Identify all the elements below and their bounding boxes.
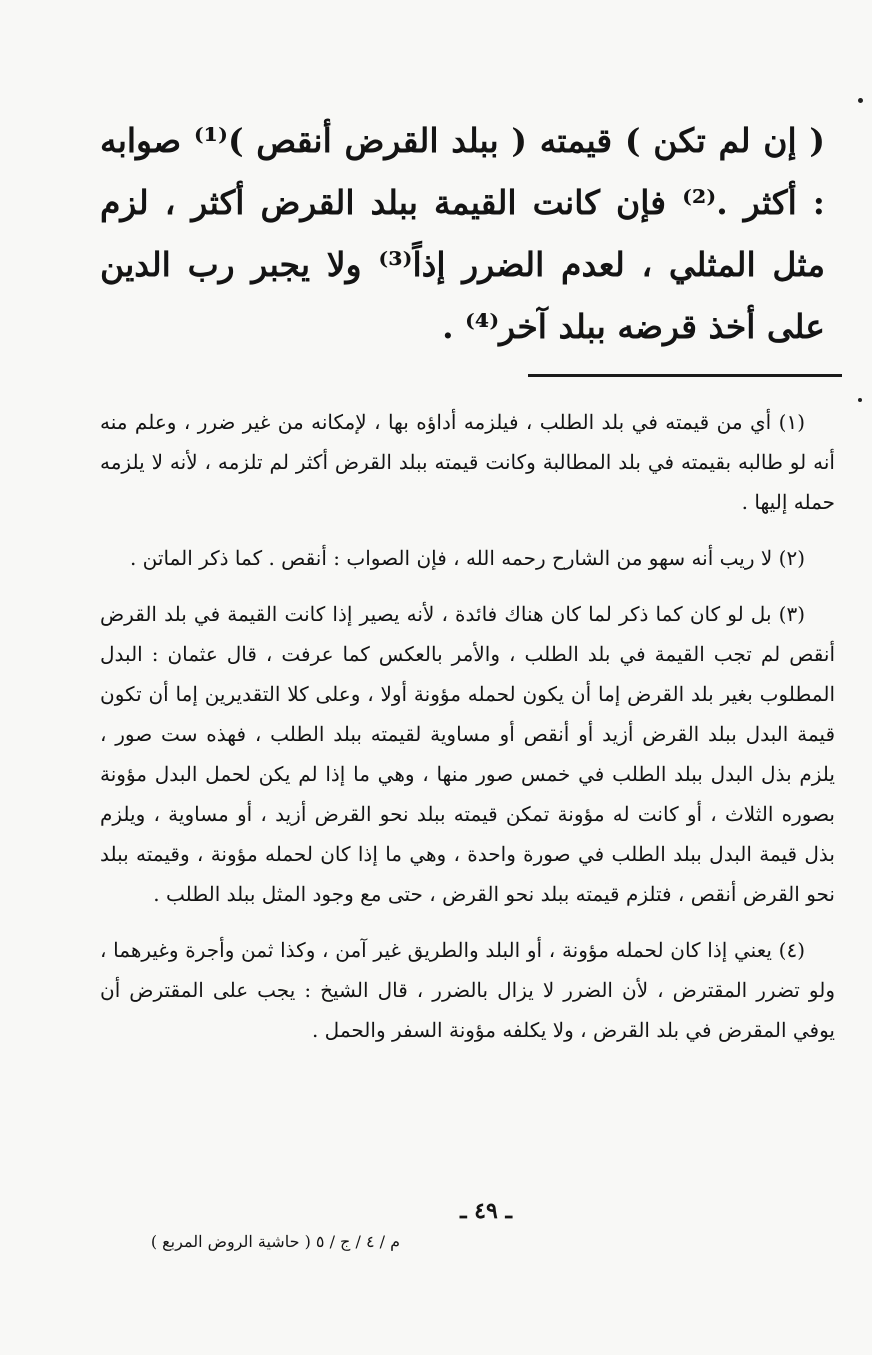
main-text-block <box>100 110 825 358</box>
footnotes <box>100 402 835 1066</box>
main-text: ( إن لم تكن ) قيمته ( ببلد القرض أنقص )⁽¹⁾ صوابه : أكثر .⁽²⁾ فإن كانت القيمة ببلد القرض أكثر ، لزم مثل المثلي ، لعدم الضرر إذاً⁽³⁾ ولا يجبر رب الدين على أخذ قرضه ببلد آخر⁽⁴⁾ . <box>100 121 826 346</box>
scan-speck <box>858 398 862 402</box>
scan-speck <box>858 98 863 103</box>
footnote-1: (١) أي من قيمته في بلد الطلب ، فيلزمه أداؤه بها ، لإمكانه من غير ضرر ، وعلم منه أنه لو طالبه بقيمته في بلد المطالبة وكانت قيمته ببلد القرض أكثر لم تلزمه ، لأنه لا يلزمه حمله إليها . <box>100 410 835 514</box>
print-signature: م / ٤ / ج / ٥ ( حاشية الروض المربع ) <box>150 1232 400 1251</box>
footnote-2: (٢) لا ريب أنه سهو من الشارح رحمه الله ، فإن الصواب : أنقص . كما ذكر الماتن . <box>129 546 805 570</box>
footnote-4: (٤) يعني إذا كان لحمله مؤونة ، أو البلد والطريق غير آمن ، وكذا ثمن وأجرة وغيرهما ، ولو تضرر المقترض ، لأن الضرر لا يزال بالضرر ، قال الشيخ : يجب على المقترض أن يوفي المقرض في بلد القرض ، ولا يكلفه مؤونة السفر والحمل . <box>100 938 835 1042</box>
page-number: ـ ٤٩ ـ <box>460 1198 512 1224</box>
footnote-3: (٣) بل لو كان كما ذكر لما كان هناك فائدة ، لأنه يصير إذا كانت القيمة في بلد القرض أنقص لم تجب القيمة في بلد الطلب ، والأمر بالعكس كما عرفت ، قال عثمان : البدل المطلوب بغير بلد القرض إما أن يكون لحمله مؤونة أولا ، وعلى كلا التقديرين إما أن تكون قيمة البدل ببلد القرض أزيد أو أنقص أو مساوية لقيمته ببلد الطلب ، فهذه ست صور ، يلزم بذل البدل ببلد الطلب في خمس صور منها ، وهي ما إذا لم يكن لحمل البدل مؤونة بصوره الثلاث ، أو كانت له مؤونة تمكن قيمته ببلد نحو القرض أزيد ، أو مساوية ، ويلزم بذل قيمة البدل ببلد الطلب في صورة واحدة ، وهي ما إذا كان لحمله مؤونة ، وقيمته ببلد نحو القرض أنقص ، فتلزم قيمته ببلد نحو القرض ، حتى مع وجود المثل ببلد الطلب . <box>100 602 835 906</box>
footnote-separator <box>528 374 842 377</box>
